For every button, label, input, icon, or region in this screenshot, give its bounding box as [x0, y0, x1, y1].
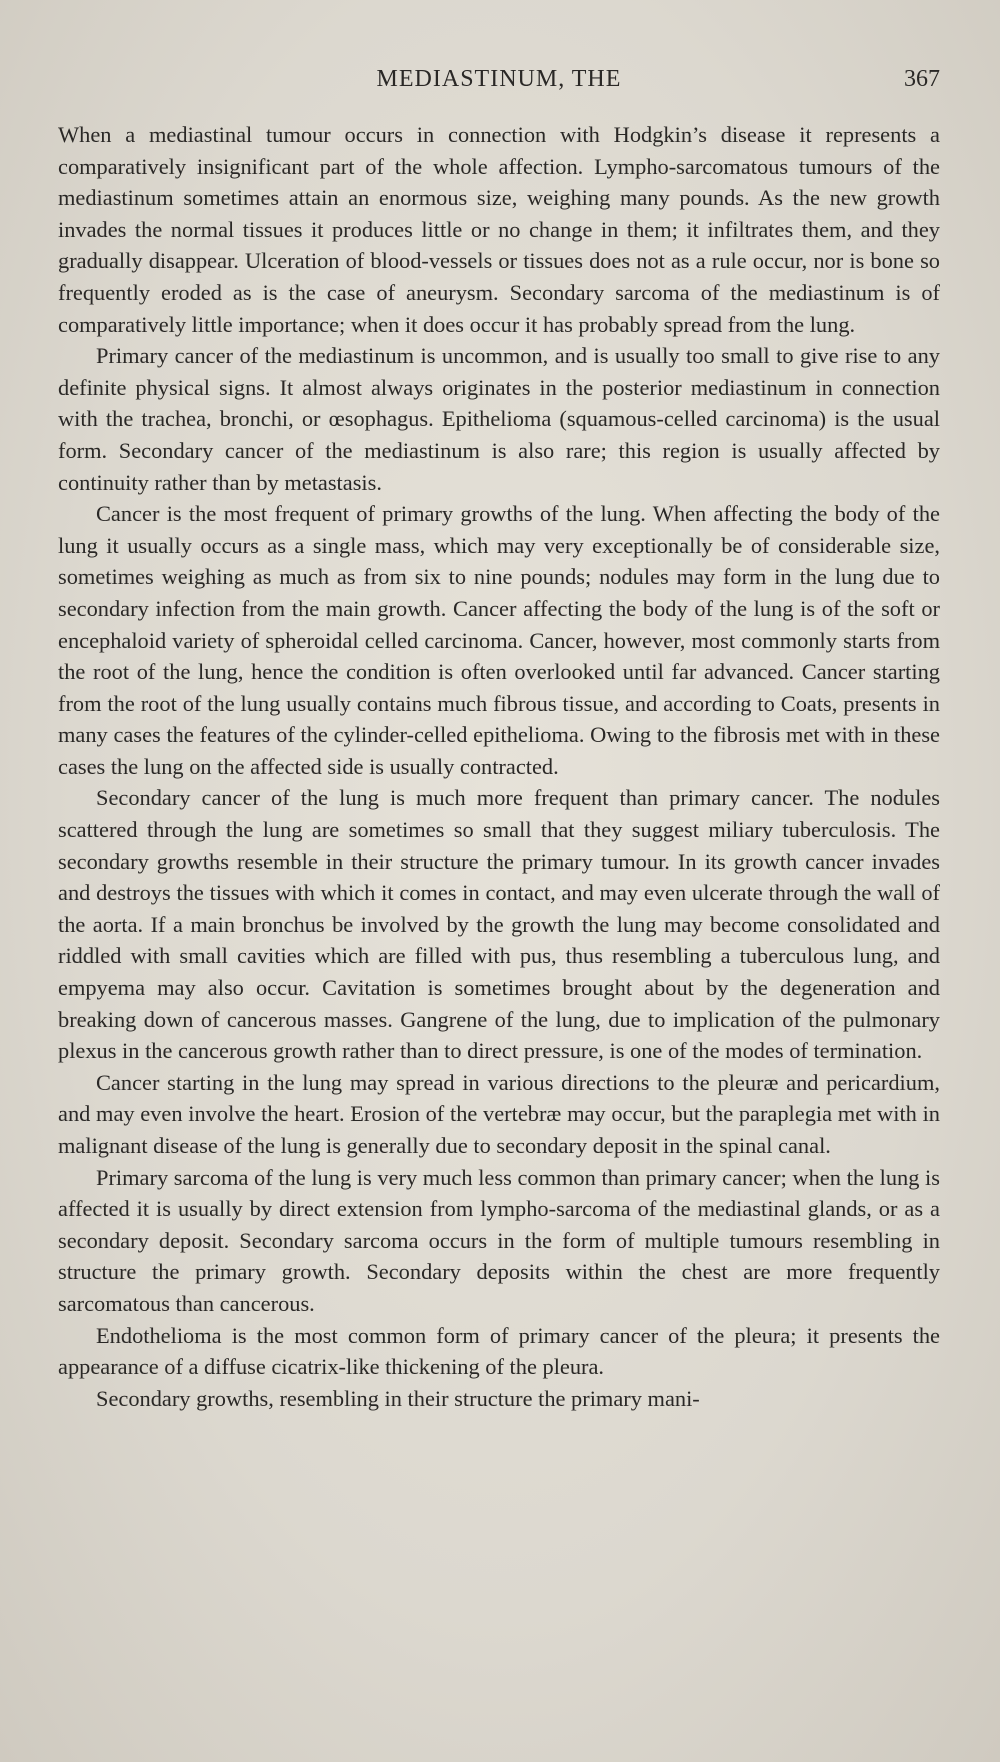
body-text [58, 119, 940, 1414]
paragraph-primary-sarcoma: Primary sarcoma of the lung is very much less common than primary cancer; when the lung is affected it is usually by direct extension from lympho-sarcoma of the mediastinal glands, or as a secondary deposit. Secondary sarcoma occurs in the form of multiple tumours resembling in structure the primary growth. Secondary deposits within the chest are more frequently sarcomatous than cancerous. [58, 1164, 940, 1316]
page-number: 367 [904, 66, 940, 92]
running-head [58, 66, 940, 102]
paragraph-cancer-spread: Cancer starting in the lung may spread in various directions to the pleuræ and pericardium, and may even involve the heart. Erosion of the vertebræ may occur, but the paraplegia met with in malignant disease of the lung is generally due to secondary deposit in the spinal canal. [58, 1069, 940, 1158]
paragraph-cancer-lung: Cancer is the most frequent of primary growths of the lung. When affecting the body of the lung it usually occurs as a single mass, which may very exceptionally be of considerable size, sometimes weighing as much as from six to nine pounds; nodules may form in the lung due to secondary infection from the main growth. Cancer affecting the body of the lung is of the soft or encephaloid variety of spheroidal celled carcinoma. Cancer, however, most commonly starts from the root of the lung, hence the condition is often overlooked until far advanced. Cancer starting from the root of the lung usually contains much fibrous tissue, and according to Coats, presents in many cases the features of the cylinder-celled epithelioma. Owing to the fibrosis met with in these cases the lung on the affected side is usually contracted. [58, 501, 940, 779]
paragraph-secondary-growths: Secondary growths, resembling in their structure the primary mani- [96, 1385, 700, 1411]
paragraph-hodgkin: When a mediastinal tumour occurs in connection with Hodgkin’s disease it represents a comparatively insignificant part of the whole affection. Lympho-sarcomatous tumours of the mediastinum sometimes attain an enormous size, weighing many pounds. As the new growth invades the normal tissues it produces little or no change in them; it infiltrates them, and they gradually disappear. Ulceration of blood-vessels or tissues does not as a rule occur, nor is bone so frequently eroded as is the case of aneurysm. Secondary sarcoma of the mediastinum is of comparatively little importance; when it does occur it has probably spread from the lung. [58, 122, 940, 337]
running-title: MEDIASTINUM, THE [376, 66, 622, 92]
paragraph-primary-cancer-mediastinum: Primary cancer of the mediastinum is uncommon, and is usually too small to give rise to any definite physical signs. It almost always originates in the posterior mediastinum in connection with the trachea, bronchi, or œsophagus. Epithelioma (squamous-celled carcinoma) is the usual form. Secondary cancer of the mediastinum is also rare; this region is usually affected by continuity rather than by metastasis. [58, 343, 940, 495]
paragraph-secondary-cancer-lung: Secondary cancer of the lung is much more frequent than primary cancer. The nodules scattered through the lung are sometimes so small that they suggest miliary tuberculosis. The secondary growths resemble in their structure the primary tumour. In its growth cancer invades and destroys the tissues with which it comes in contact, and may even ulcerate through the wall of the aorta. If a main bronchus be involved by the growth the lung may become consolidated and riddled with small cavities which are filled with pus, thus resembling a tuberculous lung, and empyema may also occur. Cavitation is sometimes brought about by the degeneration and breaking down of cancerous masses. Gangrene of the lung, due to implication of the pulmonary plexus in the cancerous growth rather than to direct pressure, is one of the modes of termination. [58, 785, 940, 1064]
paragraph-endothelioma: Endothelioma is the most common form of primary cancer of the pleura; it presents the appearance of a diffuse cicatrix-like thickening of the pleura. [58, 1322, 940, 1380]
